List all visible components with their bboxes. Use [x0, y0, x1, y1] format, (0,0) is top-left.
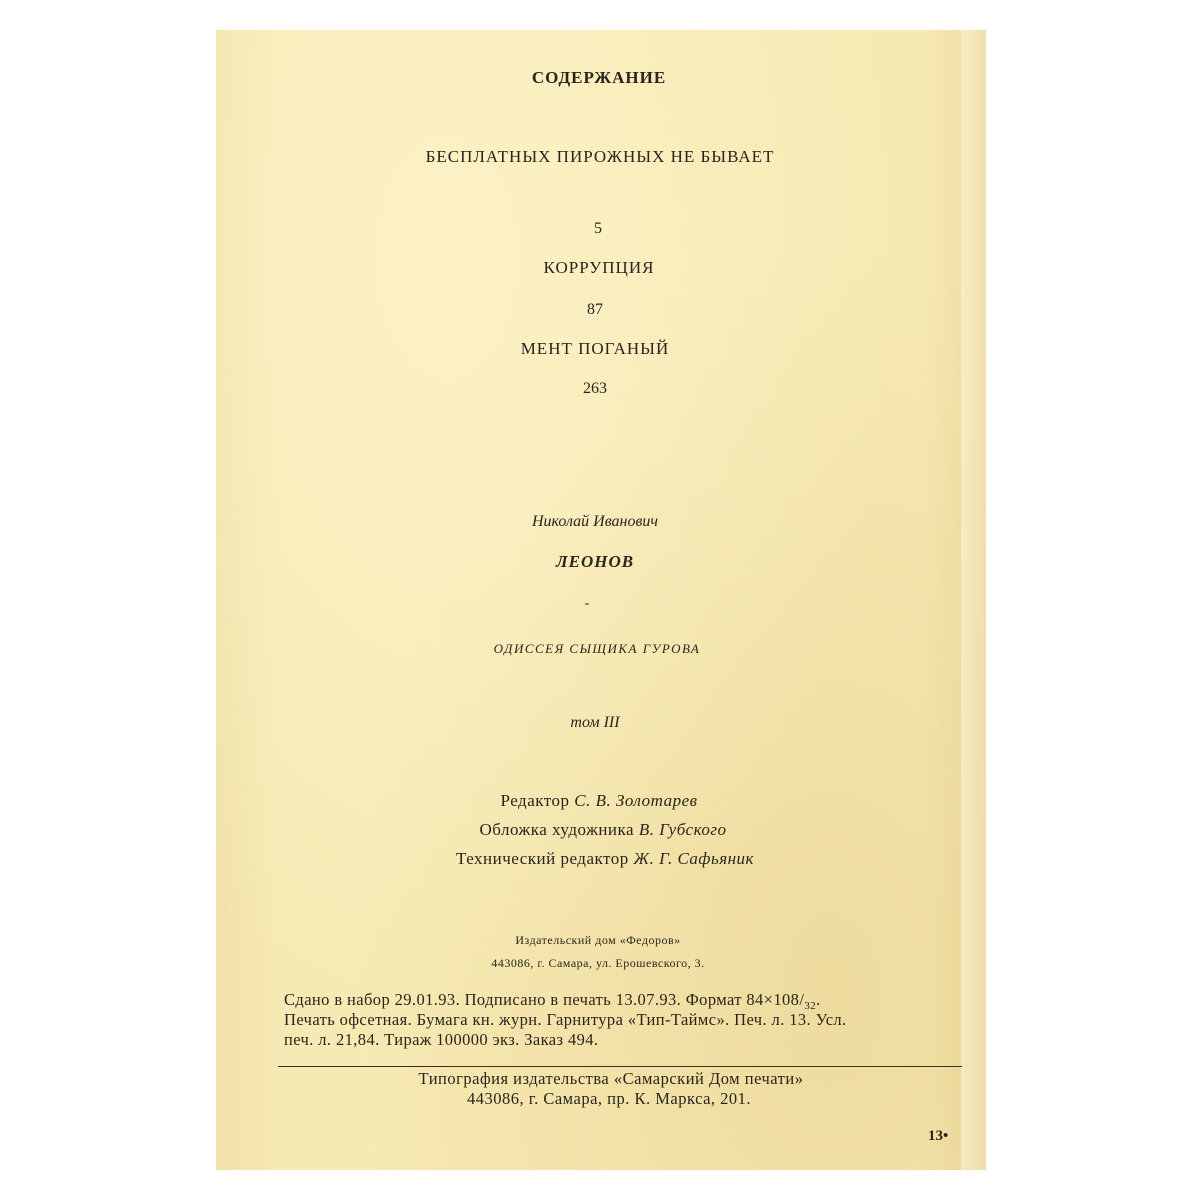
- printer-address: 443086, г. Самара, пр. К. Маркса, 201.: [466, 1089, 752, 1108]
- series-title: ОДИССЕЯ СЫЩИКА ГУРОВА: [493, 641, 701, 656]
- toc-item-page-1: 5: [594, 220, 602, 237]
- toc-item-title-1: БЕСПЛАТНЫХ ПИРОЖНЫХ НЕ БЫВАЕТ: [425, 147, 775, 166]
- imprint-line-1-text: Сдано в набор 29.01.93. Подписано в печать 13.07.93. Формат 84×108/: [284, 990, 805, 1009]
- credit-person: С. В. Золотарев: [574, 791, 698, 810]
- imprint-line-1: [284, 990, 974, 1012]
- imprint-line-2: Печать офсетная. Бумага кн. журн. Гарнитура «Тип-Таймс». Печ. л. 13. Усл.: [284, 1010, 847, 1029]
- contents-heading: СОДЕРЖАНИЕ: [531, 68, 667, 87]
- credit-person: В. Губского: [638, 820, 727, 839]
- signature-mark: 13•: [928, 1128, 949, 1144]
- credit-role: Обложка художника: [479, 820, 635, 839]
- credit-role: Редактор: [500, 791, 570, 810]
- format-subscript: 32: [804, 1000, 817, 1012]
- horizontal-rule: [278, 1066, 962, 1067]
- credit-role: Технический редактор: [455, 849, 629, 868]
- separator-dash: -: [584, 596, 590, 611]
- credit-person: Ж. Г. Сафьяник: [633, 849, 755, 868]
- printer-name: Типография издательства «Самарский Дом печати»: [418, 1069, 804, 1088]
- imprint-line-1-end: .: [816, 990, 821, 1009]
- credit-cover-artist: [218, 820, 988, 840]
- toc-item-page-2: 87: [587, 301, 603, 318]
- credit-technical-editor: [220, 849, 990, 869]
- book-page: [216, 30, 986, 1170]
- imprint-line-3: печ. л. 21,84. Тираж 100000 экз. Заказ 494.: [284, 1030, 599, 1049]
- toc-item-page-3: 263: [583, 380, 607, 397]
- publisher-name: Издательский дом «Федоров»: [515, 933, 681, 947]
- volume-number: том III: [570, 714, 620, 731]
- toc-item-title-2: КОРРУПЦИЯ: [543, 258, 655, 277]
- publisher-address: 443086, г. Самара, ул. Ерошевского, 3.: [491, 956, 705, 970]
- author-surname: ЛЕОНОВ: [555, 552, 635, 571]
- credit-editor: [214, 791, 984, 811]
- author-first-names: Николай Иванович: [531, 513, 659, 530]
- toc-item-title-3: МЕНТ ПОГАНЫЙ: [520, 339, 670, 358]
